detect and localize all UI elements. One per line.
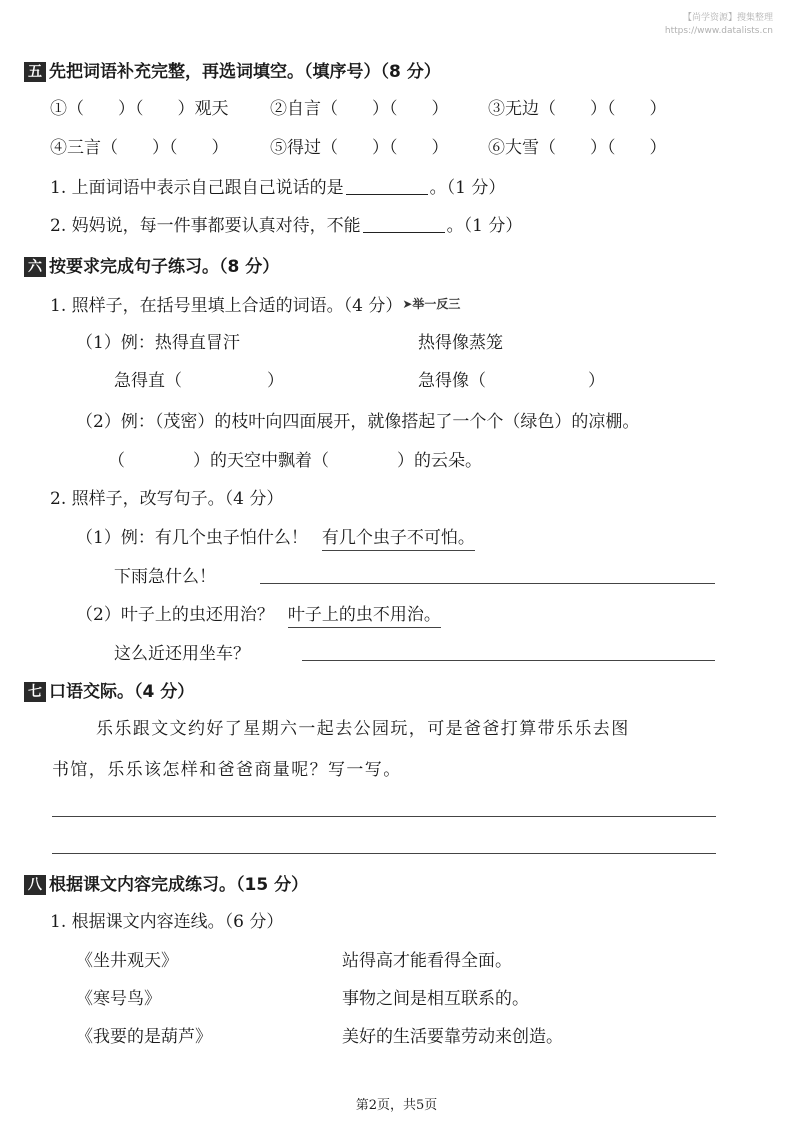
question-6-2: 2. 照样子，改写句子。（4 分）	[50, 489, 284, 509]
question-5-2	[50, 214, 522, 237]
example-4	[76, 604, 441, 626]
example-3-prefix: （1）例：有几个虫子怕什么！	[76, 528, 308, 548]
idiom-3: ③无边（ ）（ ）	[488, 99, 667, 119]
section-6-heading	[24, 256, 279, 278]
lesson-title[interactable]: 《寒号鸟》	[76, 989, 161, 1009]
section-5-title: 先把词语补充完整，再选词填空。（填序号）（8 分）	[49, 62, 441, 82]
idiom-4: ④三言（ ）（ ）	[50, 138, 229, 158]
section-8-badge: 八	[24, 875, 46, 895]
answer-line[interactable]	[302, 660, 715, 661]
section-8-heading	[24, 874, 308, 896]
answer-blank[interactable]	[346, 176, 428, 195]
watermark-url: https://www.datalists.cn	[664, 26, 773, 36]
answer-line[interactable]	[260, 583, 715, 584]
question-5-2-text: 2. 妈妈说，每一件事都要认真对待，不能	[50, 216, 361, 236]
example-3	[76, 527, 475, 549]
watermark	[665, 12, 773, 38]
section-7-title: 口语交际。（4 分）	[49, 682, 195, 702]
lesson-title[interactable]: 《坐井观天》	[76, 951, 178, 971]
idiom-1: ①（ ）（ ）观天	[50, 99, 229, 119]
question-8-1: 1. 根据课文内容连线。（6 分）	[50, 912, 284, 932]
example-4-prefix: （2）叶子上的虫还用治？	[76, 605, 274, 625]
fill-1-right: 急得像（ ）	[418, 371, 605, 391]
question-5-1-score: 。（1 分）	[429, 178, 506, 198]
writing-line[interactable]	[52, 816, 716, 817]
moral-statement[interactable]: 站得高才能看得全面。	[342, 951, 512, 971]
task-4: 这么近还用坐车？	[114, 644, 250, 664]
fill-2: （ ）的天空中飘着（ ）的云朵。	[108, 451, 482, 471]
section-7-badge: 七	[24, 682, 46, 702]
question-5-1-text: 1. 上面词语中表示自己跟自己说话的是	[50, 178, 344, 198]
question-5-2-score: 。（1 分）	[446, 216, 523, 236]
page-number: 第2页，共5页	[355, 1098, 438, 1113]
section-6-title: 按要求完成句子练习。（8 分）	[49, 257, 280, 277]
section-7-heading	[24, 681, 194, 703]
fill-1-left: 急得直（ ）	[114, 371, 284, 391]
idiom-6: ⑥大雪（ ）（ ）	[488, 138, 667, 158]
section-6-badge: 六	[24, 257, 46, 277]
section-5-badge: 五	[24, 62, 46, 82]
idiom-2: ②自言（ ）（ ）	[270, 99, 449, 119]
idiom-5: ⑤得过（ ）（ ）	[270, 138, 449, 158]
practice-tag: ➤举一反三	[402, 297, 461, 311]
question-5-1	[50, 176, 505, 199]
moral-statement[interactable]: 美好的生活要靠劳动来创造。	[342, 1027, 563, 1047]
task-3: 下雨急什么！	[114, 567, 216, 587]
moral-statement[interactable]: 事物之间是相互联系的。	[342, 989, 529, 1009]
writing-line[interactable]	[52, 853, 716, 854]
watermark-title: 【尚学资源】搜集整理	[682, 13, 773, 23]
prompt-line-2: 书馆，乐乐该怎样和爸爸商量呢？写一写。	[52, 760, 402, 780]
answer-blank[interactable]	[363, 214, 445, 233]
prompt-line-1: 乐乐跟文文约好了星期六一起去公园玩，可是爸爸打算带乐乐去图	[96, 719, 630, 739]
lesson-title[interactable]: 《我要的是葫芦》	[76, 1027, 212, 1047]
example-1-right: 热得像蒸笼	[418, 333, 503, 353]
example-2: （2）例：（茂密）的枝叶向四面展开，就像搭起了一个个（绿色）的凉棚。	[76, 412, 640, 432]
section-8-title: 根据课文内容完成练习。（15 分）	[49, 875, 309, 895]
example-4-answer: 叶子上的虫不用治。	[288, 605, 441, 628]
question-6-1-text: 1. 照样子，在括号里填上合适的词语。（4 分）	[50, 296, 403, 316]
section-5-heading	[24, 61, 441, 83]
example-3-answer: 有几个虫子不可怕。	[322, 528, 475, 551]
example-1-left: （1）例：热得直冒汗	[76, 333, 240, 353]
question-6-1	[50, 293, 460, 317]
